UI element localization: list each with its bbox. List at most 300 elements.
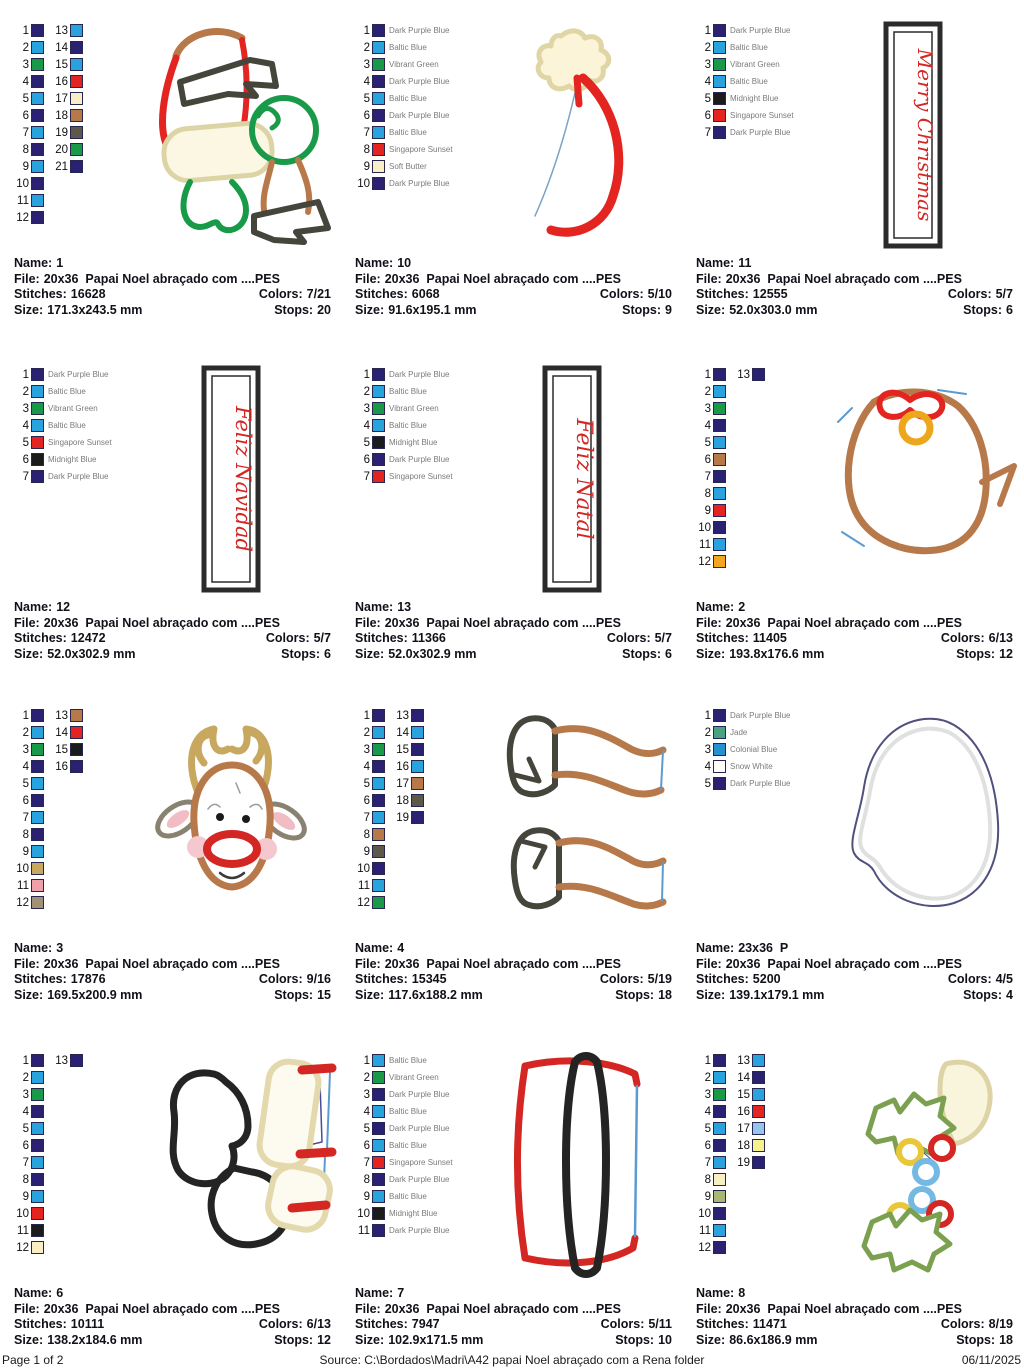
thread-color-name: Singapore Sunset [48,438,112,447]
thread-number: 1 [704,1054,711,1067]
thread-color-name: Dark Purple Blue [730,128,791,137]
thread-number: 10 [16,1207,29,1220]
thread-swatch [70,143,83,156]
thread-number: 7 [22,126,29,139]
thread-palette [692,1052,765,1256]
design-meta [696,941,1013,1003]
thread-number: 11 [699,1224,711,1237]
thread-color-name: Dark Purple Blue [730,26,791,35]
file-value: 20x36 Papai Noel abraçado com ....PES [43,956,280,971]
colors-value: 9/16 [306,972,331,986]
file-value: 20x36 Papai Noel abraçado com ....PES [43,271,280,286]
thread-color-17 [390,775,424,792]
file-value: 20x36 Papai Noel abraçado com ....PES [384,615,621,630]
thread-color-8 [351,1171,453,1188]
colors-value: 5/11 [648,1317,672,1331]
thread-color-8 [10,826,44,843]
thread-swatch [31,1173,44,1186]
thread-swatch [31,1190,44,1203]
thread-color-3 [692,56,794,73]
merry-christmas-banner-thumbnail [806,20,1021,252]
feliz-natal-banner-thumbnail [465,364,680,596]
colors-label: Colors: [600,1317,645,1331]
thread-color-7 [692,124,794,141]
thread-color-6 [351,451,453,468]
thread-number: 16 [55,75,68,88]
design-name: 4 [397,941,405,955]
size-label: Size: [696,646,726,661]
design-meta [696,600,1013,662]
thread-number: 6 [363,794,370,807]
thread-color-7 [692,1154,726,1171]
thread-color-9 [10,158,44,175]
thread-color-10 [10,1205,44,1222]
feliz-navidad-banner-thumbnail [124,364,339,596]
thread-swatch [713,109,726,122]
santa-and-reindeer-thumbnail [124,20,339,252]
design-card-7 [341,1048,682,1348]
size-value: 193.8x176.6 mm [729,646,825,661]
thread-swatch [713,436,726,449]
thread-color-5 [10,90,44,107]
design-meta [355,941,672,1003]
colors-value: 4/5 [995,972,1013,986]
thread-swatch [372,1139,385,1152]
thread-number: 7 [363,1156,370,1169]
thread-number: 11 [358,879,370,892]
design-meta [14,600,331,662]
thread-number: 9 [363,845,370,858]
thread-swatch [411,794,424,807]
banner-text: Feliz Natal [571,418,596,540]
thread-color-5 [10,775,44,792]
stitches-label: Stitches: [696,287,749,301]
thread-number: 6 [363,109,370,122]
thread-color-name: Baltic Blue [389,387,427,396]
thread-number: 3 [704,743,711,756]
thread-number: 1 [363,709,370,722]
thread-swatch [713,555,726,568]
thread-swatch [411,709,424,722]
design-meta [14,256,331,318]
thread-color-4 [10,1103,44,1120]
stops-value: 12 [999,646,1013,661]
thread-color-2 [351,383,453,400]
stops-label: Stops: [956,1332,996,1347]
colors-label: Colors: [606,631,651,645]
thread-swatch [31,709,44,722]
size-label: Size: [14,1332,44,1347]
design-card-4 [341,703,682,1003]
thread-color-name: Dark Purple Blue [389,1124,450,1133]
thread-number: 12 [698,555,711,568]
thread-swatch [372,436,385,449]
design-card-11 [682,18,1023,318]
design-name: 3 [56,941,64,955]
source-path: Source: C:\Bordados\Madri\A42 papai Noel abraçado com a Rena folder [319,1353,705,1367]
thread-number: 9 [22,1190,29,1203]
thread-color-17 [731,1120,765,1137]
thread-color-name: Dark Purple Blue [389,1090,450,1099]
thread-swatch [31,811,44,824]
thread-number: 10 [16,177,29,190]
thread-color-7 [10,468,112,485]
design-name: 1 [56,256,64,270]
thread-number: 5 [363,92,370,105]
name-label: Name: [14,600,53,614]
thread-number: 3 [22,58,29,71]
thread-number: 2 [363,1071,370,1084]
thread-color-14 [731,1069,765,1086]
thread-swatch [372,24,385,37]
thread-swatch [752,1105,765,1118]
thread-color-16 [731,1103,765,1120]
thread-swatch [372,794,385,807]
thread-color-8 [351,141,453,158]
thread-swatch [31,726,44,739]
thread-swatch [31,92,44,105]
thread-swatch [411,811,424,824]
thread-color-6 [692,1137,726,1154]
thread-number: 4 [363,760,370,773]
thread-color-14 [390,724,424,741]
size-value: 52.0x303.0 mm [729,302,818,317]
thread-color-5 [351,1120,453,1137]
stops-label: Stops: [281,646,321,661]
thread-swatch [31,453,44,466]
thread-color-10 [10,175,44,192]
thread-color-name: Baltic Blue [48,421,86,430]
name-label: Name: [355,1286,394,1300]
beard-blob-thumbnail [806,705,1021,937]
stops-label: Stops: [622,302,662,317]
thread-swatch [372,453,385,466]
thread-swatch [713,402,726,415]
thread-color-name: Dark Purple Blue [389,179,450,188]
thread-color-4 [351,417,453,434]
thread-swatch [713,1122,726,1135]
file-label: File: [14,1301,40,1316]
thread-number: 2 [363,41,370,54]
thread-swatch [713,419,726,432]
thread-color-1 [10,707,44,724]
thread-color-name: Dark Purple Blue [48,370,109,379]
design-name: 11 [738,256,752,270]
stops-label: Stops: [274,987,314,1002]
size-label: Size: [355,1332,385,1347]
thread-swatch [372,1088,385,1101]
thread-color-12 [692,1239,726,1256]
thread-number: 4 [704,75,711,88]
thread-color-18 [390,792,424,809]
page-footer [0,1353,1024,1369]
thread-color-10 [351,860,385,877]
thread-color-7 [10,124,44,141]
design-card-2 [682,362,1023,662]
thread-swatch [372,862,385,875]
thread-color-name: Midnight Blue [48,455,97,464]
thread-number: 5 [363,1122,370,1135]
thread-color-name: Dark Purple Blue [389,26,450,35]
stops-value: 18 [999,1332,1013,1347]
thread-color-12 [351,894,385,911]
design-card-12 [0,362,341,662]
thread-swatch [372,109,385,122]
thread-swatch [31,419,44,432]
thread-number: 9 [704,504,711,517]
thread-color-11 [10,877,44,894]
thread-color-16 [390,758,424,775]
thread-number: 1 [363,24,370,37]
stitches-value: 12472 [70,631,106,645]
thread-number: 4 [22,419,29,432]
thread-swatch [31,24,44,37]
thread-color-6 [10,792,44,809]
thread-swatch [31,402,44,415]
name-label: Name: [14,256,53,270]
file-label: File: [14,271,40,286]
thread-swatch [70,126,83,139]
file-label: File: [14,956,40,971]
thread-number: 1 [22,368,29,381]
design-card-3 [0,703,341,1003]
size-label: Size: [696,987,726,1002]
colors-label: Colors: [947,287,992,301]
thread-number: 5 [704,92,711,105]
size-label: Size: [14,302,44,317]
thread-palette [351,707,424,911]
thread-swatch [752,1088,765,1101]
thread-swatch [31,211,44,224]
thread-swatch [372,368,385,381]
thread-swatch [31,126,44,139]
thread-color-7 [351,468,453,485]
thread-color-5 [10,434,112,451]
thread-number: 7 [704,1156,711,1169]
thread-number: 1 [363,368,370,381]
thread-color-19 [731,1154,765,1171]
thread-color-6 [351,107,453,124]
thread-number: 14 [55,41,68,54]
thread-color-12 [10,209,44,226]
file-label: File: [696,615,722,630]
thread-color-8 [692,485,726,502]
thread-number: 2 [22,385,29,398]
name-label: Name: [355,941,394,955]
thread-number: 6 [704,109,711,122]
thread-swatch [31,1156,44,1169]
name-label: Name: [14,1286,53,1300]
footer-date: 06/11/2025 [961,1353,1021,1367]
thread-color-13 [49,22,83,39]
thread-swatch [372,126,385,139]
thread-color-name: Dark Purple Blue [730,779,791,788]
thread-color-name: Dark Purple Blue [48,472,109,481]
thread-swatch [713,368,726,381]
thread-swatch [411,726,424,739]
thread-color-2 [351,724,385,741]
thread-swatch [713,453,726,466]
thread-color-5 [351,90,453,107]
banner-text: Feliz Navidad [231,406,255,552]
thread-swatch [31,58,44,71]
thread-color-10 [351,1205,453,1222]
thread-number: 19 [737,1156,750,1169]
thread-number: 7 [363,126,370,139]
design-meta [355,600,672,662]
thread-color-7 [10,1154,44,1171]
thread-color-name: Singapore Sunset [389,472,453,481]
thread-color-6 [692,107,794,124]
thread-swatch [31,896,44,909]
thread-swatch [372,845,385,858]
design-card-6 [0,1048,341,1348]
thread-swatch [31,1071,44,1084]
stitches-value: 11366 [411,631,446,645]
thread-color-7 [10,809,44,826]
thread-color-9 [10,1188,44,1205]
thread-number: 12 [16,896,29,909]
stops-label: Stops: [963,987,1003,1002]
merry-christmas-banner-drawing [806,20,1021,252]
thread-swatch [70,1054,83,1067]
thread-color-3 [10,56,44,73]
stitches-value: 16628 [70,287,106,301]
thread-number: 8 [704,1173,711,1186]
thread-number: 19 [55,126,68,139]
thread-swatch [70,41,83,54]
thread-color-name: Singapore Sunset [730,111,794,120]
thread-color-2 [10,724,44,741]
thread-number: 15 [55,743,68,756]
thread-number: 15 [737,1088,750,1101]
design-name: 13 [397,600,412,614]
thread-color-1 [692,366,726,383]
thread-color-9 [351,1188,453,1205]
thread-swatch [713,1071,726,1084]
thread-number: 14 [55,726,68,739]
thread-color-2 [10,39,44,56]
thread-swatch [372,1207,385,1220]
reindeer-head-thumbnail [124,705,339,937]
star-swoosh-drawing [465,20,680,252]
thread-number: 8 [22,1173,29,1186]
stops-value: 9 [665,302,672,317]
thread-number: 4 [704,1105,711,1118]
thread-color-8 [10,1171,44,1188]
thread-color-15 [390,741,424,758]
thread-number: 13 [55,1054,68,1067]
thread-number: 2 [22,1071,29,1084]
thread-color-5 [10,1120,44,1137]
thread-number: 7 [22,470,29,483]
thread-swatch [752,1122,765,1135]
thread-swatch [70,75,83,88]
thread-swatch [713,1139,726,1152]
thread-palette [692,707,790,911]
thread-swatch [752,1071,765,1084]
stitches-label: Stitches: [696,972,749,986]
size-value: 138.2x184.6 mm [47,1332,143,1347]
thread-color-name: Dark Purple Blue [389,77,450,86]
thread-number: 5 [704,1122,711,1135]
stitches-value: 6068 [411,287,440,301]
thread-color-11 [351,877,385,894]
thread-palette [10,1052,83,1256]
thread-color-name: Dark Purple Blue [389,370,450,379]
thread-swatch [713,92,726,105]
thread-swatch [372,177,385,190]
thread-swatch [713,1224,726,1237]
thread-swatch [372,75,385,88]
thread-number: 20 [55,143,68,156]
thread-color-name: Snow White [730,762,773,771]
file-value: 20x36 Papai Noel abraçado com ....PES [725,956,962,971]
file-value: 20x36 Papai Noel abraçado com ....PES [43,615,280,630]
colors-value: 5/7 [654,631,672,645]
thread-number: 2 [704,385,711,398]
thread-swatch [372,470,385,483]
thread-color-13 [731,366,765,383]
thread-number: 2 [704,41,711,54]
thread-swatch [31,385,44,398]
thread-color-11 [10,192,44,209]
file-label: File: [355,615,381,630]
thread-color-2 [351,1069,453,1086]
stops-label: Stops: [622,646,662,661]
thread-number: 3 [22,402,29,415]
stops-value: 18 [658,987,672,1002]
thread-color-name: Baltic Blue [389,1141,427,1150]
thread-number: 11 [17,1224,29,1237]
thread-color-9 [351,843,385,860]
size-value: 86.6x186.9 mm [729,1332,818,1347]
thread-color-21 [49,158,83,175]
thread-color-11 [692,536,726,553]
thread-number: 1 [22,24,29,37]
thread-number: 12 [698,1241,711,1254]
thread-swatch [713,385,726,398]
thread-swatch [31,1122,44,1135]
file-value: 20x36 Papai Noel abraçado com ....PES [384,271,621,286]
colors-label: Colors: [947,972,992,986]
thread-swatch [713,1190,726,1203]
thread-color-7 [692,468,726,485]
thread-color-17 [49,90,83,107]
file-value: 20x36 Papai Noel abraçado com ....PES [384,956,621,971]
thread-color-15 [49,741,83,758]
size-value: 171.3x243.5 mm [47,302,143,317]
reindeer-body-drawing [806,364,1021,596]
thread-swatch [713,777,726,790]
thread-swatch [31,862,44,875]
thread-swatch [713,1088,726,1101]
thread-color-14 [49,39,83,56]
thread-number: 2 [22,41,29,54]
thread-swatch [713,1241,726,1254]
thread-color-3 [351,400,453,417]
design-name: 12 [56,600,71,614]
thread-color-14 [49,724,83,741]
thread-number: 11 [358,1224,370,1237]
thread-number: 8 [363,143,370,156]
thread-color-19 [49,124,83,141]
thread-color-name: Vibrant Green [389,60,439,69]
colors-label: Colors: [940,631,985,645]
thread-swatch [31,109,44,122]
thread-number: 8 [22,828,29,841]
stitches-label: Stitches: [14,287,67,301]
